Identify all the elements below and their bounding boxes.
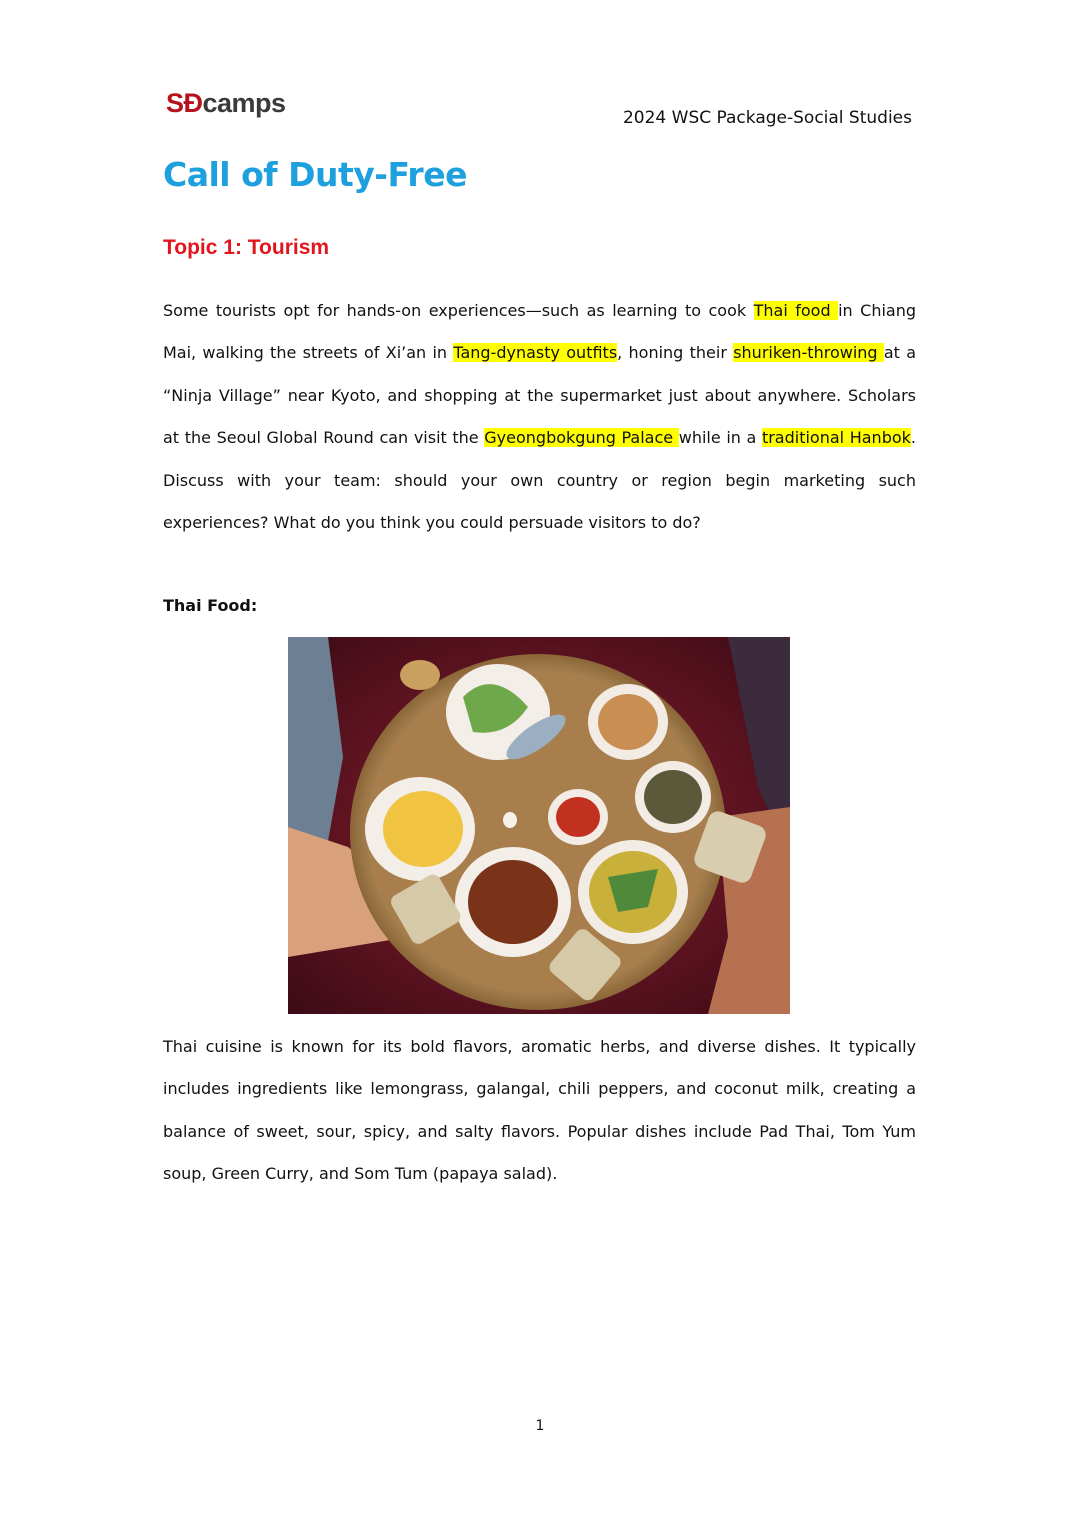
sdcamps-logo bbox=[166, 88, 286, 118]
page-title: Call of Duty-Free bbox=[163, 155, 467, 194]
highlight-thai-food: Thai food bbox=[753, 301, 839, 320]
package-header: 2024 WSC Package-Social Studies bbox=[622, 108, 912, 128]
highlight-gyeongbokgung-palace: Gyeongbokgung Palace bbox=[484, 428, 679, 448]
intro-text-1: Some tourists opt for hands-on experiences—such as learning to cook bbox=[163, 301, 754, 320]
highlight-shuriken-throwing: shuriken-throwing bbox=[733, 343, 884, 363]
logo-sd: SĐ bbox=[166, 88, 203, 118]
section-label-thai-food: Thai Food: bbox=[163, 596, 258, 615]
highlight-tang-dynasty-outfits: Tang-dynasty outfits bbox=[453, 343, 618, 363]
intro-text-4: at a “Ninja Village” near Kyoto, and shopping at the supermarket just about anywhere. Scholars at the Seoul Global Round can visit the bbox=[163, 343, 917, 448]
intro-text-5: while in a bbox=[678, 428, 762, 448]
thai-food-photo bbox=[288, 637, 790, 1014]
intro-text-6: . Discuss with your team: should your own country or region begin marketing such experiences? What do you think you could persuade visitors to do? bbox=[163, 428, 917, 533]
page-number: 1 bbox=[535, 1418, 545, 1434]
topic-heading: Topic 1: Tourism bbox=[163, 236, 330, 259]
highlight-traditional-hanbok: traditional Hanbok bbox=[761, 428, 911, 448]
intro-paragraph bbox=[163, 290, 916, 544]
logo-camps: camps bbox=[202, 88, 286, 118]
thai-food-description: Thai cuisine is known for its bold flavors, aromatic herbs, and diverse dishes. It typically includes ingredients like lemongrass, galangal, chili peppers, and coconut milk, creating a balance of sweet, sour, spicy, and salty flavors. Popular dishes include Pad Thai, Tom Yum soup, Green Curry, and Som Tum (papaya salad). bbox=[163, 1037, 916, 1184]
intro-text-3: , honing their bbox=[617, 343, 734, 363]
intro-text-2: in Chiang Mai, walking the streets of Xi’an in bbox=[163, 301, 917, 363]
